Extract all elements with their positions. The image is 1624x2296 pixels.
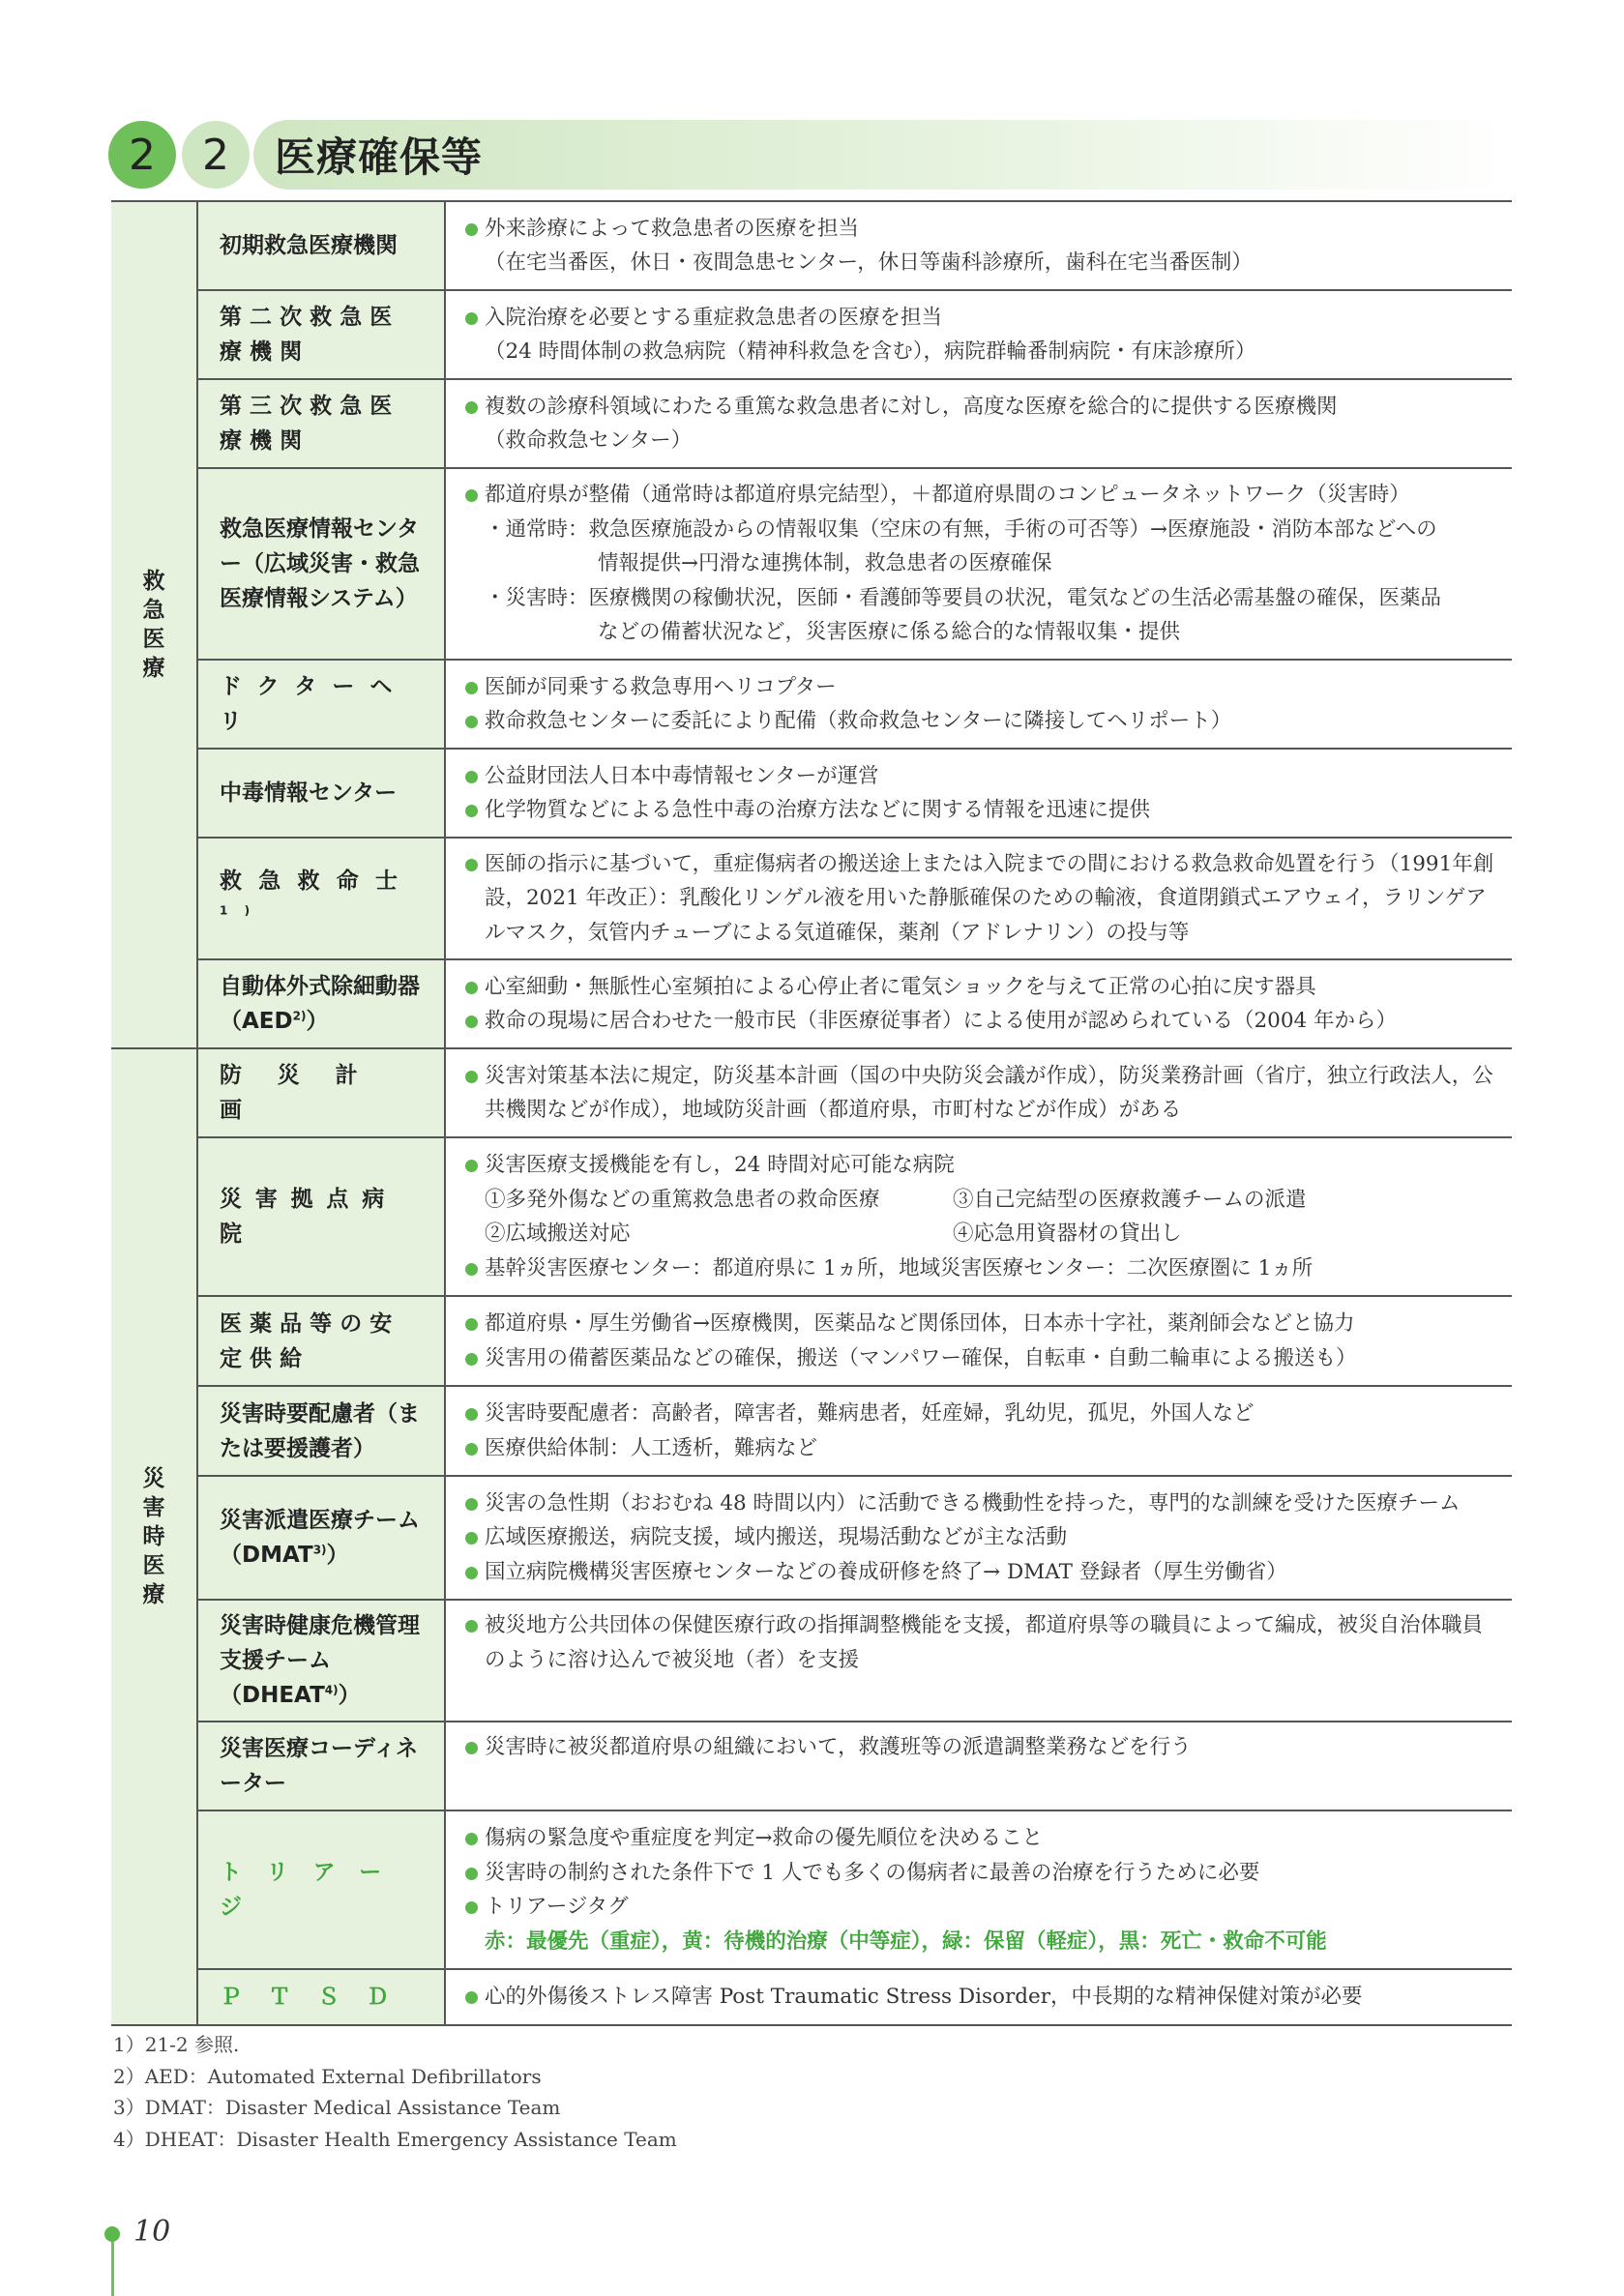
- table-row: [111, 1969, 1512, 2025]
- description-cell: [445, 749, 1512, 838]
- description-cell: [445, 1386, 1512, 1476]
- note-line: （24 時間体制の救急病院（精神科救急を含む），病院群輪番制病院・有床診療所）: [485, 339, 1256, 364]
- description-cell: [445, 290, 1512, 379]
- term-cell: 災害拠点病院: [197, 1137, 445, 1296]
- triage-colors-line: 赤：最優先（重症），黄：待機的治療（中等症），緑：保留（軽症），黒：死亡・救命不可能: [485, 1928, 1327, 1954]
- description-cell: [445, 959, 1512, 1048]
- bullet-line: 災害の急性期（おおむね 48 時間以内）に活動できる機動性を持った，専門的な訓練を受けた医療チーム: [463, 1487, 1498, 1521]
- term-cell: 中毒情報センター: [197, 749, 445, 838]
- term-text: 災害派遣医療チーム（DMAT: [220, 1508, 420, 1568]
- footnote-ref: 2): [292, 1009, 307, 1023]
- bullet-line: 災害時に被災都道府県の組織において，救護班等の派遣調整業務などを行う: [463, 1730, 1498, 1765]
- description-cell: [445, 1296, 1512, 1386]
- table-row: [111, 290, 1512, 379]
- table-row: [111, 660, 1512, 749]
- bullet-line: 基幹災害医療センター：都道府県に 1ヵ所，地域災害医療センター：二次医療圏に 1ヵ所: [463, 1251, 1498, 1286]
- description-cell: [445, 1600, 1512, 1722]
- description-cell: [445, 1137, 1512, 1296]
- table-row: [111, 1600, 1512, 1722]
- page-number: 10: [133, 2215, 171, 2249]
- table-row: [111, 1722, 1512, 1810]
- bullet-line: 入院治療を必要とする重症救急患者の医療を担当: [463, 301, 1498, 336]
- bullet-line: 都道府県・厚生労働省→医療機関，医薬品など関係団体，日本赤十字社，薬剤師会などと協力: [463, 1307, 1498, 1341]
- footnotes: [113, 2029, 677, 2155]
- term-text-end: ）: [326, 1543, 349, 1568]
- bullet-line: 都道府県が整備（通常時は都道府県完結型），＋都道府県間のコンピュータネットワーク（災害時）: [463, 478, 1498, 513]
- description-cell: [445, 379, 1512, 468]
- footnote: 2）AED：Automated External Defibrillators: [113, 2064, 542, 2088]
- description-cell: [445, 660, 1512, 749]
- section-label-disaster: 災害時医療: [111, 1048, 197, 2025]
- bullet-line: 化学物質などによる急性中毒の治療方法などに関する情報を迅速に提供: [463, 793, 1498, 828]
- bullet-line: 広域医療搬送，病院支援，域内搬送，現場活動などが主な活動: [463, 1520, 1498, 1555]
- description-cell: [445, 1810, 1512, 1969]
- term-cell: 災害時要配慮者（または要援護者）: [197, 1386, 445, 1476]
- term-text: 災害時健康危機管理支援チーム（DHEAT: [220, 1613, 420, 1708]
- term-cell: 第二次救急医療機関: [197, 290, 445, 379]
- description-cell: [445, 838, 1512, 959]
- bullet-line: 災害時要配慮者：高齢者，障害者，難病患者，妊産婦，乳幼児，孤児，外国人など: [463, 1397, 1498, 1431]
- page-margin-line: [111, 2236, 114, 2296]
- table-row: [111, 1137, 1512, 1296]
- sub-line: などの備蓄状況など，災害医療に係る総合的な情報収集・提供: [598, 620, 1181, 645]
- term-cell: トリアージ: [197, 1810, 445, 1969]
- bullet-line: 災害用の備蓄医薬品などの確保，搬送（マンパワー確保，自転車・自動二輪車による搬送も）: [463, 1341, 1498, 1376]
- bullet-line: 心室細動・無脈性心室頻拍による心停止者に電気ショックを与えて正常の心拍に戻す器具: [463, 970, 1498, 1005]
- table-row: [111, 379, 1512, 468]
- numbered-item: ①多発外傷などの重篤救急患者の救命医療: [485, 1187, 880, 1212]
- bullet-line: 被災地方公共団体の保健医療行政の指揮調整機能を支援，都道府県等の職員によって編成，被災自治体職員のように溶け込んで被災地（者）を支援: [463, 1608, 1498, 1677]
- page-title: 医療確保等: [275, 133, 484, 181]
- table-row: [111, 1386, 1512, 1476]
- term-cell: [197, 1476, 445, 1600]
- note-line: （救命救急センター）: [485, 428, 693, 453]
- term-cell: [197, 959, 445, 1048]
- table-row: [111, 1476, 1512, 1600]
- bullet-line: 国立病院機構災害医療センターなどの養成研修を終了→ DMAT 登録者（厚生労働省）: [463, 1555, 1498, 1590]
- description-cell: [445, 1722, 1512, 1810]
- bullet-line: 傷病の緊急度や重症度を判定→救命の優先順位を決めること: [463, 1821, 1498, 1856]
- bullet-line: 医療供給体制：人工透析，難病など: [463, 1431, 1498, 1466]
- footnote-ref: 3): [312, 1543, 327, 1557]
- term-cell: 初期救急医療機関: [197, 201, 445, 290]
- table-row: [111, 468, 1512, 660]
- footnote-ref: 1): [220, 903, 267, 918]
- bullet-line: 救命の現場に居合わせた一般市民（非医療従事者）による使用が認められている（2004 年から）: [463, 1004, 1498, 1039]
- numbered-pair: [463, 1183, 1498, 1218]
- numbered-item: ③自己完結型の医療救護チームの派遣: [953, 1187, 1307, 1212]
- sub-line: ・通常時：救急医療施設からの情報収集（空床の有無，手術の可否等）→医療施設・消防本部などへの: [485, 516, 1437, 542]
- section-number-badge: 2: [182, 121, 250, 189]
- table-row: [111, 1810, 1512, 1969]
- footnote-ref: 4): [324, 1683, 339, 1697]
- footnote: 4）DHEAT：Disaster Health Emergency Assistance Team: [113, 2127, 677, 2151]
- term-cell: [197, 838, 445, 959]
- term-cell: ＰＴＳＤ: [197, 1969, 445, 2025]
- term-text: 自動体外式除細動器（AED: [220, 974, 420, 1034]
- footnote: 1）21-2 参照.: [113, 2033, 240, 2056]
- medical-care-table: [111, 200, 1512, 2026]
- term-cell: 災害医療コーディネーター: [197, 1722, 445, 1810]
- bullet-line: 公益財団法人日本中毒情報センターが運営: [463, 759, 1498, 794]
- table-row: [111, 1296, 1512, 1386]
- section-label-emergency: 救急医療: [111, 201, 197, 1048]
- sub-line: 情報提供→円滑な連携体制，救急患者の医療確保: [598, 551, 1052, 576]
- chapter-number-badge: 2: [108, 121, 176, 189]
- description-cell: [445, 1969, 1512, 2025]
- table-row: [111, 1048, 1512, 1137]
- term-cell: ドクターヘリ: [197, 660, 445, 749]
- term-text: 救急救命士: [220, 868, 415, 894]
- table-row: [111, 749, 1512, 838]
- numbered-item: ②広域搬送対応: [485, 1222, 631, 1246]
- page-dot-icon: [104, 2226, 120, 2242]
- footnote: 3）DMAT：Disaster Medical Assistance Team: [113, 2096, 561, 2119]
- bullet-line: 救命救急センターに委託により配備（救命救急センターに隣接してヘリポート）: [463, 704, 1498, 739]
- description-cell: [445, 201, 1512, 290]
- bullet-line: 災害医療支援機能を有し，24 時間対応可能な病院: [463, 1148, 1498, 1183]
- sub-line: ・災害時：医療機関の稼働状況，医師・看護師等要員の状況，電気などの生活必需基盤の確保，医薬品: [485, 585, 1442, 610]
- term-cell: 防災計画: [197, 1048, 445, 1137]
- description-cell: [445, 468, 1512, 660]
- term-text-end: ）: [306, 1009, 329, 1034]
- term-cell: 第三次救急医療機関: [197, 379, 445, 468]
- bullet-line: 医師の指示に基づいて，重症傷病者の搬送途上または入院までの間における救急救命処置を行う（1991年創設，2021 年改正）：乳酸化リンゲル液を用いた静脈確保のための輸液，食道閉鎖式エアウェイ，ラリンゲアルマスク，気管内チューブによる気道確保，薬剤（アドレナリン）の投与等: [463, 847, 1498, 951]
- term-cell: [197, 1600, 445, 1722]
- bullet-line: 災害対策基本法に規定，防災基本計画（国の中央防災会議が作成），防災業務計画（省庁，独立行政法人，公共機関などが作成），地域防災計画（都道府県，市町村などが作成）がある: [463, 1059, 1498, 1128]
- term-text-end: ）: [338, 1683, 361, 1708]
- term-cell: 救急医療情報センター（広域災害・救急医療情報システム）: [197, 468, 445, 660]
- bullet-line: 心的外傷後ストレス障害 Post Traumatic Stress Disorder，中長期的な精神保健対策が必要: [463, 1980, 1498, 2015]
- bullet-line: 災害時の制約された条件下で 1 人でも多くの傷病者に最善の治療を行うために必要: [463, 1856, 1498, 1891]
- table-row: [111, 838, 1512, 959]
- note-line: （在宅当番医，休日・夜間急患センター，休日等歯科診療所，歯科在宅当番医制）: [485, 250, 1253, 275]
- description-cell: [445, 1476, 1512, 1600]
- bullet-line: 外来診療によって救急患者の医療を担当: [463, 212, 1498, 247]
- numbered-pair: [463, 1217, 1498, 1251]
- table-row: [111, 959, 1512, 1048]
- description-cell: [445, 1048, 1512, 1137]
- term-cell: 医薬品等の安定供給: [197, 1296, 445, 1386]
- bullet-line: トリアージタグ: [463, 1890, 1498, 1925]
- numbered-item: ④応急用資器材の貸出し: [953, 1222, 1182, 1246]
- bullet-line: 医師が同乗する救急専用ヘリコプター: [463, 670, 1498, 705]
- table-row: [111, 201, 1512, 290]
- bullet-line: 複数の診療科領域にわたる重篤な救急患者に対し，高度な医療を総合的に提供する医療機関: [463, 390, 1498, 425]
